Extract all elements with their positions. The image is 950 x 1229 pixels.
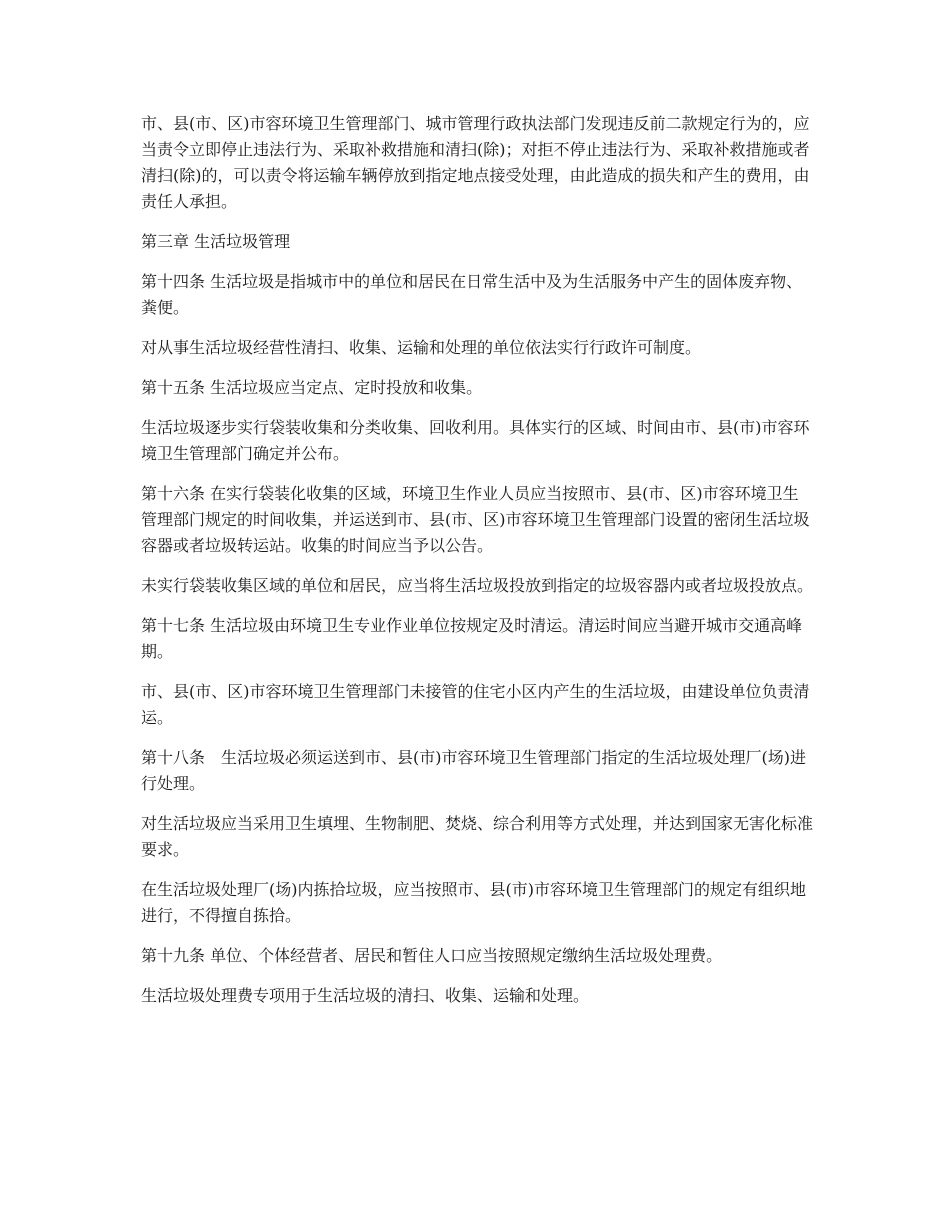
document-page: [141, 111, 813, 1023]
article-17-clause-2: 市、县(市、区)市容环境卫生管理部门未接管的住宅小区内产生的生活垃圾，由建设单位负责清运。: [141, 682, 810, 727]
article-15-clause-2: 生活垃圾逐步实行袋装收集和分类收集、回收利用。具体实行的区域、时间由市、县(市)市容环境卫生管理部门确定并公布。: [141, 418, 810, 463]
article-18-clause-2: 对生活垃圾应当采用卫生填埋、生物制肥、焚烧、综合利用等方式处理，并达到国家无害化标准要求。: [141, 814, 814, 859]
article-17: 第十七条 生活垃圾由环境卫生专业作业单位按规定及时清运。清运时间应当避开城市交通高峰期。: [141, 616, 803, 661]
article-19-clause-2: 生活垃圾处理费专项用于生活垃圾的清扫、收集、运输和处理。: [141, 986, 590, 1005]
article-18-clause-3: 在生活垃圾处理厂(场)内拣拾垃圾，应当按照市、县(市)市容环境卫生管理部门的规定有组织地进行，不得擅自拣拾。: [141, 880, 806, 925]
article-16-clause-2: 未实行袋装收集区域的单位和居民，应当将生活垃圾投放到指定的垃圾容器内或者垃圾投放点。: [141, 576, 814, 595]
article-19: 第十九条 单位、个体经营者、居民和暂住人口应当按照规定缴纳生活垃圾处理费。: [141, 946, 723, 965]
article-14-clause-2: 对从事生活垃圾经营性清扫、收集、运输和处理的单位依法实行行政许可制度。: [141, 338, 702, 357]
article-18: 第十八条 生活垃圾必须运送到市、县(市)市容环境卫生管理部门指定的生活垃圾处理厂(场)进行处理。: [141, 748, 806, 793]
chapter-heading: 第三章 生活垃圾管理: [141, 232, 291, 251]
paragraph-enforcement: 市、县(市、区)市容环境卫生管理部门、城市管理行政执法部门发现违反前二款规定行为的，应当责令立即停止违法行为、采取补救措施和清扫(除)；对拒不停止违法行为、采取补救措施或者清扫(除)的，可以责令将运输车辆停放到指定地点接受处理，由此造成的损失和产生的费用，由责任人承担。: [141, 114, 810, 211]
article-14: 第十四条 生活垃圾是指城市中的单位和居民在日常生活中及为生活服务中产生的固体废弃物、粪便。: [141, 272, 803, 317]
article-16: 第十六条 在实行袋装化收集的区域，环境卫生作业人员应当按照市、县(市、区)市容环境卫生管理部门规定的时间收集，并运送到市、县(市、区)市容环境卫生管理部门设置的密闭生活垃圾容器或者垃圾转运站。收集的时间应当予以公告。: [141, 484, 810, 555]
article-15: 第十五条 生活垃圾应当定点、定时投放和收集。: [141, 378, 483, 397]
